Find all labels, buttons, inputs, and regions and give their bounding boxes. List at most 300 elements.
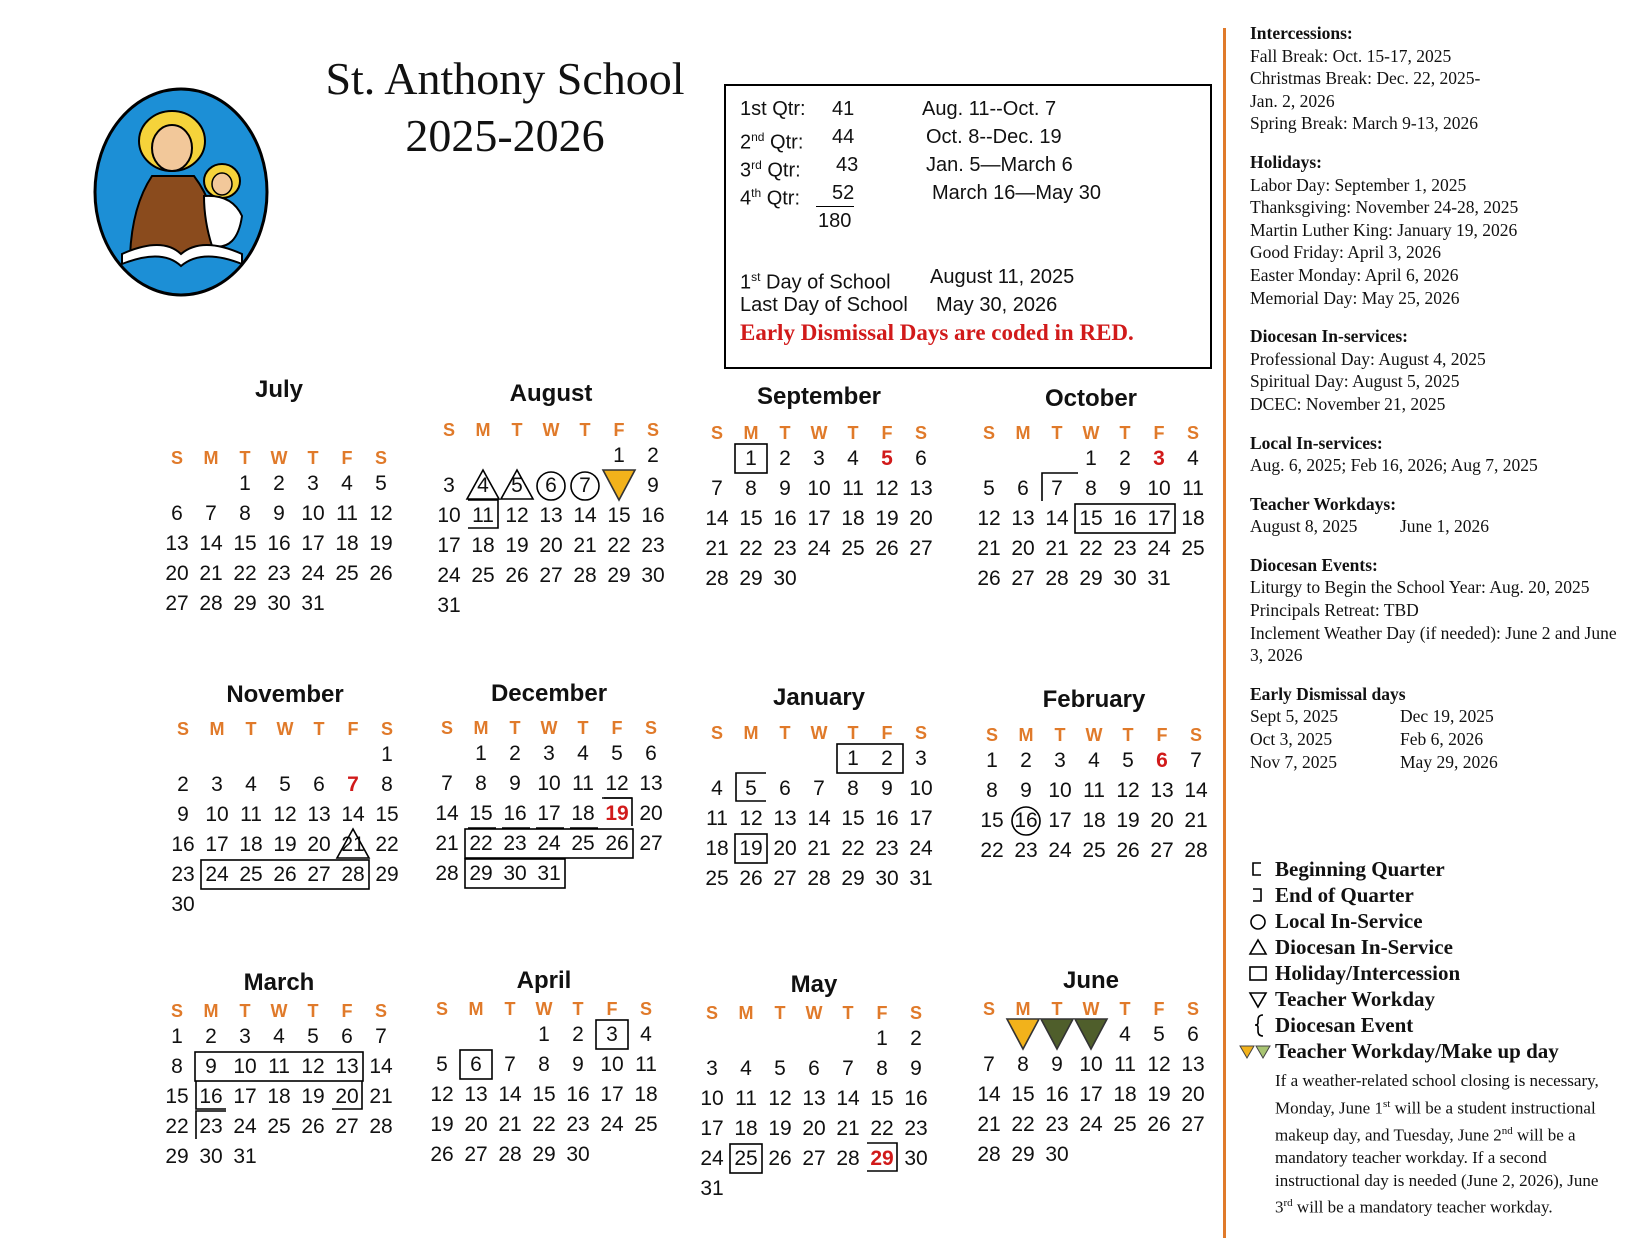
calendar-day: 23 [1014,839,1038,862]
calendar-day: 11 [240,803,262,826]
calendar-day: 19 [605,802,629,825]
weekday-header: T [1051,999,1063,1019]
calendar-day: 14 [498,1083,522,1106]
local-inservices-heading: Local In-services: [1250,432,1383,453]
weekday-header: S [176,719,189,739]
calendar-day: 11 [1083,779,1105,802]
calendar-day: 5 [611,742,623,765]
calendar-day: 7 [1190,749,1202,772]
calendar-day: 24 [807,537,831,560]
calendar-day: 28 [807,867,831,890]
calendar-day: 29 [375,863,399,886]
weekday-header: M [475,420,491,440]
calendar-day: 27 [464,1143,488,1166]
curly-brace-icon [1247,1012,1271,1038]
weekday-header: M [209,719,225,739]
calendar-day: 12 [301,1055,325,1078]
weekday-header: F [606,999,618,1019]
calendar-day: 1 [171,1025,183,1048]
calendar-day: 29 [870,1147,894,1170]
legend [1245,856,1621,1064]
calendar-day: 31 [301,592,325,615]
calendar-day: 10 [537,772,561,795]
month-name: February [1042,686,1146,713]
calendar-day: 12 [977,507,1001,530]
weekday-header: S [1189,725,1202,745]
weather-closing-note: If a weather-related school closing is necessary, Monday, June 1st will be a student instructional makeup day, and Tuesday, June 2nd will be a mandatory teacher workday. If a second instructional day is needed (June 2, 2026), June 3rd will be a mandatory teacher workday. [1275,1071,1599,1217]
calendar-day: 6 [915,447,927,470]
legend-item: Diocesan In-Service [1245,934,1621,960]
calendar-day: 24 [537,832,561,855]
quarter-info-box: 1st Qtr: 41 Aug. 11--Oct. 7 2nd Qtr: 44 Oct. 8--Dec. 19 3rd Qtr: 43 Jan. 5—March 6 4th Qtr: 52 March 16—May 30 180 1st Day of School August 11, 2025 Last Day of School May 30, 2026 Early Dismissal Days are coded in RED. [724,84,1212,369]
calendar-day: 12 [369,502,393,525]
teacher-workdays-heading: Teacher Workdays: [1250,493,1397,514]
calendar-day: 27 [1011,567,1035,590]
bracket-left-icon [1247,856,1271,882]
calendar-day: 14 [836,1087,860,1110]
calendar-day: 25 [705,867,729,890]
calendar-day: 8 [1085,477,1097,500]
calendar-day: 2 [205,1025,217,1048]
calendar-day: 21 [807,837,831,860]
holidays-heading: Holidays: [1250,151,1322,172]
calendar-day: 6 [1187,1023,1199,1046]
quarter-end-bracket [332,1081,362,1109]
calendar-day: 3 [443,474,455,497]
calendar-day: 6 [341,1025,353,1048]
calendar-day: 3 [915,747,927,770]
calendar-day: 2 [910,1027,922,1050]
calendar-day: 17 [205,833,229,856]
weekday-header: S [982,999,995,1019]
calendar-day: 30 [1045,1143,1069,1166]
calendar-day: 27 [165,592,189,615]
calendar-day: 3 [813,447,825,470]
calendar-day: 22 [607,534,631,557]
calendar-day: 23 [773,537,797,560]
month-name: March [243,969,315,996]
calendar-day: 10 [1147,477,1171,500]
calendar-day: 2 [779,447,791,470]
holiday-box [460,1050,492,1079]
calendar-day: 22 [165,1115,189,1138]
calendar-day: 3 [211,773,223,796]
calendar-day: 17 [437,534,461,557]
calendar-day: 27 [802,1147,826,1170]
calendar-day: 6 [1017,477,1029,500]
weekday-header: W [805,1003,823,1023]
calendar-day: 9 [509,772,521,795]
calendar-day: 1 [847,747,859,770]
calendar-day: 27 [539,564,563,587]
calendar-day: 2 [647,444,659,467]
calendar-day: 29 [739,567,763,590]
weekday-header: W [276,719,294,739]
calendar-day: 9 [910,1057,922,1080]
calendar-day: 21 [435,832,459,855]
local-inservice-circle [1012,807,1040,835]
holiday-box [201,860,369,889]
calendar-day: 22 [375,833,399,856]
calendar-day: 6 [313,773,325,796]
calendar-day: 14 [1184,779,1208,802]
calendar-day: 22 [233,562,257,585]
calendar-day: 25 [471,564,495,587]
calendar-day: 19 [875,507,899,530]
calendar-day: 26 [1147,1113,1171,1136]
calendar-day: 7 [205,502,217,525]
calendar-day: 2 [509,742,521,765]
calendar-day: 7 [347,773,359,796]
legend-item: Holiday/Intercession [1245,960,1621,986]
calendar-day: 27 [909,537,933,560]
weekday-header: M [1015,423,1031,443]
weekday-header: W [540,718,558,738]
early-dismissal-note: Early Dismissal Days are coded in RED. [740,320,1134,345]
calendar-day: 17 [537,802,561,825]
calendar-day: 14 [1045,507,1069,530]
calendar-day: 7 [504,1053,516,1076]
calendar-day: 27 [335,1115,359,1138]
calendar-day: 15 [739,507,763,530]
calendar-day: 14 [573,504,597,527]
calendar-day: 26 [505,564,529,587]
intercessions-heading: Intercessions: [1250,23,1353,43]
weekday-header: W [810,423,828,443]
weekday-header: T [842,1003,854,1023]
legend-item: Diocesan Event [1245,1012,1621,1038]
calendar-day: 4 [740,1057,752,1080]
calendar-day: 28 [341,863,365,886]
calendar-day: 30 [199,1145,223,1168]
calendar-day: 21 [1045,537,1069,560]
calendar-day: 15 [233,532,257,555]
calendar-day: 15 [980,809,1004,832]
weekday-header: T [1119,423,1131,443]
calendar-day: 22 [739,537,763,560]
calendar-day: 11 [572,772,594,795]
weekday-header: T [1122,725,1134,745]
weekday-header: T [577,718,589,738]
calendar-day: 25 [634,1113,658,1136]
calendar-day: 12 [1116,779,1140,802]
calendar-day: 26 [875,537,899,560]
weekday-header: S [639,999,652,1019]
makeup-day-triangle [1007,1019,1039,1049]
calendar-day: 6 [1156,749,1168,772]
quarter-begin-bracket [468,500,498,528]
calendar-day: 29 [165,1145,189,1168]
month-name: January [772,684,866,711]
calendar-day: 20 [464,1113,488,1136]
calendar-day: 4 [577,742,589,765]
calendar-day: 3 [543,742,555,765]
calendar-day: 5 [774,1057,786,1080]
calendar-day: 17 [233,1085,257,1108]
calendar-day: 5 [279,773,291,796]
calendar-day: 30 [171,893,195,916]
calendar-day: 29 [1011,1143,1035,1166]
calendar-day: 10 [600,1053,624,1076]
calendar-day: 29 [1079,567,1103,590]
calendar-day: 17 [807,507,831,530]
calendar-day: 18 [335,532,359,555]
calendar-day: 9 [647,474,659,497]
calendar-day: 10 [233,1055,257,1078]
calendar-day: 13 [307,803,331,826]
calendar-day: 6 [645,742,657,765]
calendar-day: 7 [983,1053,995,1076]
weekday-header: S [982,423,995,443]
calendar-day: 6 [470,1053,482,1076]
weekday-header: S [170,448,183,468]
calendar-day: 25 [571,832,595,855]
weekday-header: W [810,723,828,743]
calendar-day: 8 [475,772,487,795]
legend-item: Teacher Workday [1245,986,1621,1012]
calendar-day: 5 [881,447,893,470]
weekday-header: T [779,423,791,443]
calendar-day: 14 [199,532,223,555]
calendar-day: 19 [273,833,297,856]
calendar-day: 20 [539,534,563,557]
calendar-day: 9 [779,477,791,500]
weekday-header: S [1186,999,1199,1019]
calendar-day: 16 [171,833,195,856]
calendar-day: 27 [773,867,797,890]
diocesan-inservice-triangle [501,470,533,499]
weekday-header: F [341,448,353,468]
holiday-box [1075,504,1175,533]
calendar-day: 12 [273,803,297,826]
diocesan-events-heading: Diocesan Events: [1250,554,1378,575]
weekday-header: T [509,718,521,738]
calendar-day: 5 [745,777,757,800]
weekday-header: F [1153,999,1165,1019]
weekday-header: T [774,1003,786,1023]
calendar-day: 18 [1113,1083,1137,1106]
calendar-day: 15 [469,802,493,825]
weekday-header: S [435,999,448,1019]
calendar-day: 31 [537,862,561,885]
calendar-day: 23 [1045,1113,1069,1136]
calendar-day: 10 [301,502,325,525]
calendar-day: 17 [1048,809,1072,832]
calendar-day: 15 [532,1083,556,1106]
calendar-day: 21 [977,537,1001,560]
weekday-header: M [473,718,489,738]
calendar-day: 24 [700,1147,724,1170]
calendar-day: 28 [369,1115,393,1138]
calendar-day: 31 [700,1177,724,1200]
calendar-day: 26 [768,1147,792,1170]
calendar-day: 19 [369,532,393,555]
weekday-header: W [1082,423,1100,443]
triangle-up-icon [1247,934,1271,960]
legend-item: Local In-Service [1245,908,1621,934]
calendar-day: 14 [705,507,729,530]
calendar-day: 13 [539,504,563,527]
school-name: St. Anthony School [325,53,685,104]
calendar-day: 22 [469,832,493,855]
calendar-day: 2 [881,747,893,770]
calendar-day: 21 [498,1113,522,1136]
month-name: April [516,967,572,994]
calendar-day: 9 [1119,477,1131,500]
teacher-workdays-list: August 8, 2025 June 1, 2026 [1250,516,1489,537]
quarter-begin-bracket [736,773,766,801]
calendar-day: 17 [700,1117,724,1140]
calendar-day: 13 [909,477,933,500]
calendar-day: 19 [430,1113,454,1136]
calendar-day: 14 [435,802,459,825]
calendar-day: 3 [307,472,319,495]
calendar-day: 14 [977,1083,1001,1106]
calendar-day: 10 [437,504,461,527]
calendar-day: 30 [566,1143,590,1166]
calendar-day: 19 [768,1117,792,1140]
calendar-day: 11 [472,504,494,527]
weekday-header: S [914,423,927,443]
calendar-day: 26 [369,562,393,585]
calendar-day: 15 [1011,1083,1035,1106]
calendar-day: 1 [613,444,625,467]
local-inservice-circle [571,472,599,500]
weekday-header: T [572,999,584,1019]
calendar-day: 1 [876,1027,888,1050]
calendar-day: 6 [779,777,791,800]
weekday-header: S [705,1003,718,1023]
calendar-day: 29 [841,867,865,890]
calendar-day: 23 [171,863,195,886]
calendar-day: 16 [1014,809,1038,832]
calendar-day: 18 [1181,507,1205,530]
legend-item: End of Quarter [1245,882,1621,908]
holiday-box [735,834,767,863]
calendar-day: 18 [841,507,865,530]
weekday-header: T [239,448,251,468]
calendar-day: 6 [808,1057,820,1080]
calendar-day: 30 [904,1147,928,1170]
calendar-day: 19 [505,534,529,557]
calendar-day: 28 [199,592,223,615]
calendar-day: 15 [375,803,399,826]
calendar-day: 2 [273,472,285,495]
calendar-day: 24 [301,562,325,585]
diocesan-inservices-heading: Diocesan In-services: [1250,326,1408,347]
calendar-day: 5 [436,1053,448,1076]
calendar-day: 16 [773,507,797,530]
weekday-header: F [1153,423,1165,443]
calendar-day: 8 [239,502,251,525]
weekday-header: T [307,1001,319,1021]
calendar-day: 26 [1116,839,1140,862]
calendar-day: 9 [572,1053,584,1076]
calendar-day: 3 [239,1025,251,1048]
calendar-day: 12 [739,807,763,830]
circle-icon [1247,908,1271,934]
calendar-day: 11 [735,1087,757,1110]
calendar-day: 18 [267,1085,291,1108]
holiday-box [465,829,633,858]
calendar-day: 31 [1147,567,1171,590]
calendar-day: 21 [199,562,223,585]
calendar-day: 29 [607,564,631,587]
weekday-header: W [270,448,288,468]
calendar-day: 18 [634,1083,658,1106]
calendar-day: 9 [1020,779,1032,802]
calendar-day: 27 [1181,1113,1205,1136]
calendar-day: 28 [498,1143,522,1166]
month-name: August [509,380,593,407]
calendar-day: 1 [986,749,998,772]
calendar-day: 1 [239,472,251,495]
calendar-day: 31 [909,867,933,890]
calendar-day: 13 [1011,507,1035,530]
calendar-day: 2 [177,773,189,796]
calendar-day: 28 [1045,567,1069,590]
calendar-day: 22 [1011,1113,1035,1136]
calendar-day: 11 [842,477,864,500]
calendar-day: 25 [335,562,359,585]
calendar-day: 4 [1187,447,1199,470]
calendar-day: 20 [773,837,797,860]
calendar-day: 11 [1182,477,1204,500]
calendar-day: 14 [369,1055,393,1078]
month-name: October [1044,385,1137,412]
calendar-day: 13 [802,1087,826,1110]
calendar-day: 29 [532,1143,556,1166]
calendar-day: 25 [1113,1113,1137,1136]
calendar-day: 16 [199,1085,223,1108]
weekday-header: M [1018,725,1034,745]
calendar-day: 20 [802,1117,826,1140]
weekday-header: T [307,448,319,468]
weekday-header: M [203,448,219,468]
calendar-day: 12 [1147,1053,1171,1076]
weekday-header: S [914,723,927,743]
makeup-day-triangle [1041,1019,1073,1049]
early-dismissal-list: Sept 5, 2025 Oct 3, 2025 Nov 7, 2025 Dec 19, 2025 Feb 6, 2026 May 29, 2026 [1250,706,1498,772]
calendar-day: 9 [205,1055,217,1078]
calendar-day: 4 [477,474,489,497]
calendar-day: 6 [545,474,557,497]
calendar-day: 4 [640,1023,652,1046]
calendar-day: 27 [307,863,331,886]
calendar-day: 24 [1048,839,1072,862]
calendar-day: 9 [881,777,893,800]
calendar-day: 9 [177,803,189,826]
calendar-day: 23 [1113,537,1137,560]
weekday-header: T [1054,725,1066,745]
legend-item: Beginning Quarter [1245,856,1621,882]
weekday-header: T [239,1001,251,1021]
weekday-header: M [203,1001,219,1021]
calendar-day: 23 [503,832,527,855]
calendar-day: 24 [600,1113,624,1136]
holiday-box [730,1144,762,1173]
calendar-day: 17 [1079,1083,1103,1106]
calendar-day: 16 [1045,1083,1069,1106]
weekday-header: S [374,448,387,468]
weekday-header: W [1085,725,1103,745]
calendar-day: 4 [273,1025,285,1048]
calendar-day: 29 [469,862,493,885]
calendar-day: 3 [606,1023,618,1046]
calendar-day: 18 [705,837,729,860]
calendar-day: 20 [909,507,933,530]
calendar-day: 7 [1051,477,1063,500]
